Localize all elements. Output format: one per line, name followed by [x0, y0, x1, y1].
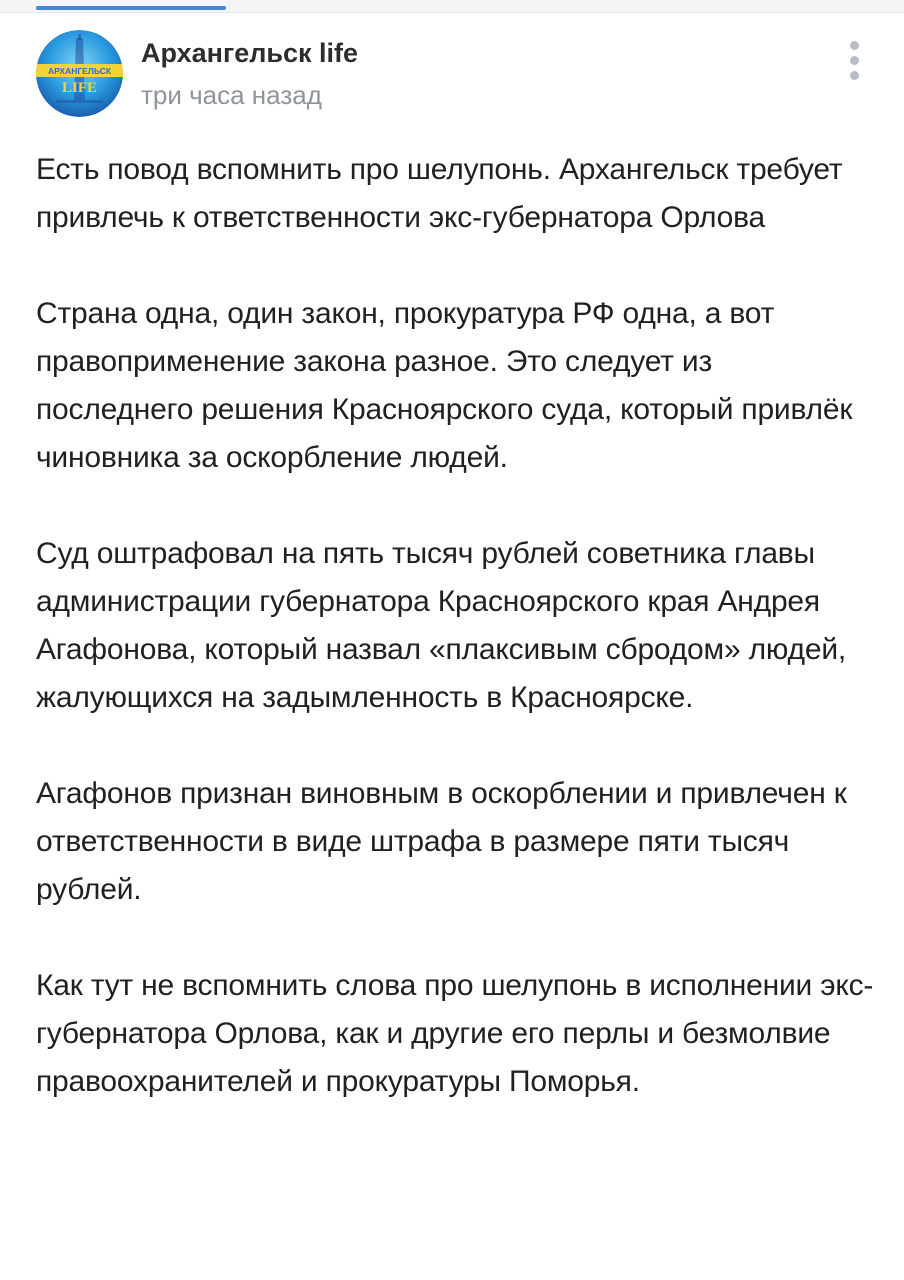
- more-vertical-icon: [850, 41, 859, 50]
- active-tab-indicator: [36, 6, 226, 10]
- svg-text:LIFE: LIFE: [61, 80, 98, 96]
- post-paragraph-4: Агафонов признан виновным в оскорблении и привлечен к ответственности в виде штрафа в размере пяти тысяч рублей.: [36, 777, 847, 906]
- more-vertical-icon-dot-2: [850, 56, 859, 65]
- post-time[interactable]: три часа назад: [141, 80, 322, 110]
- post-body: [36, 146, 876, 1106]
- post-paragraph-2: Страна одна, один закон, прокуратура РФ одна, а вот правоприменение закона разное. Это следует из последнего решения Красноярского суда, который привлёк чиновника за оскорбление людей.: [36, 297, 853, 474]
- post-paragraph-3: Суд оштрафовал на пять тысяч рублей советника главы администрации губернатора Красноярского края Андрея Агафонова, который назвал «плаксивым сбродом» людей, жалующихся на задымленность в Красноярске.: [36, 537, 847, 714]
- top-tab-bar: [0, 0, 904, 13]
- post-paragraph-5: Как тут не вспомнить слова про шелупонь в исполнении экс-губернатора Орлова, как и другие его перлы и безмолвие правоохранителей и прокуратуры Поморья.: [36, 969, 874, 1098]
- svg-text:АРХАНГЕЛЬСК: АРХАНГЕЛЬСК: [47, 66, 112, 76]
- more-vertical-icon-dot-3: [850, 71, 859, 80]
- avatar[interactable]: [36, 30, 123, 117]
- more-menu-button[interactable]: [836, 36, 872, 84]
- post-header: [36, 30, 876, 120]
- avatar-logo-icon: [36, 30, 123, 117]
- post-paragraph-1: Есть повод вспомнить про шелупонь. Архангельск требует привлечь к ответственности экс-губернатора Орлова: [36, 153, 843, 234]
- author-name[interactable]: Архангельск life: [141, 38, 359, 68]
